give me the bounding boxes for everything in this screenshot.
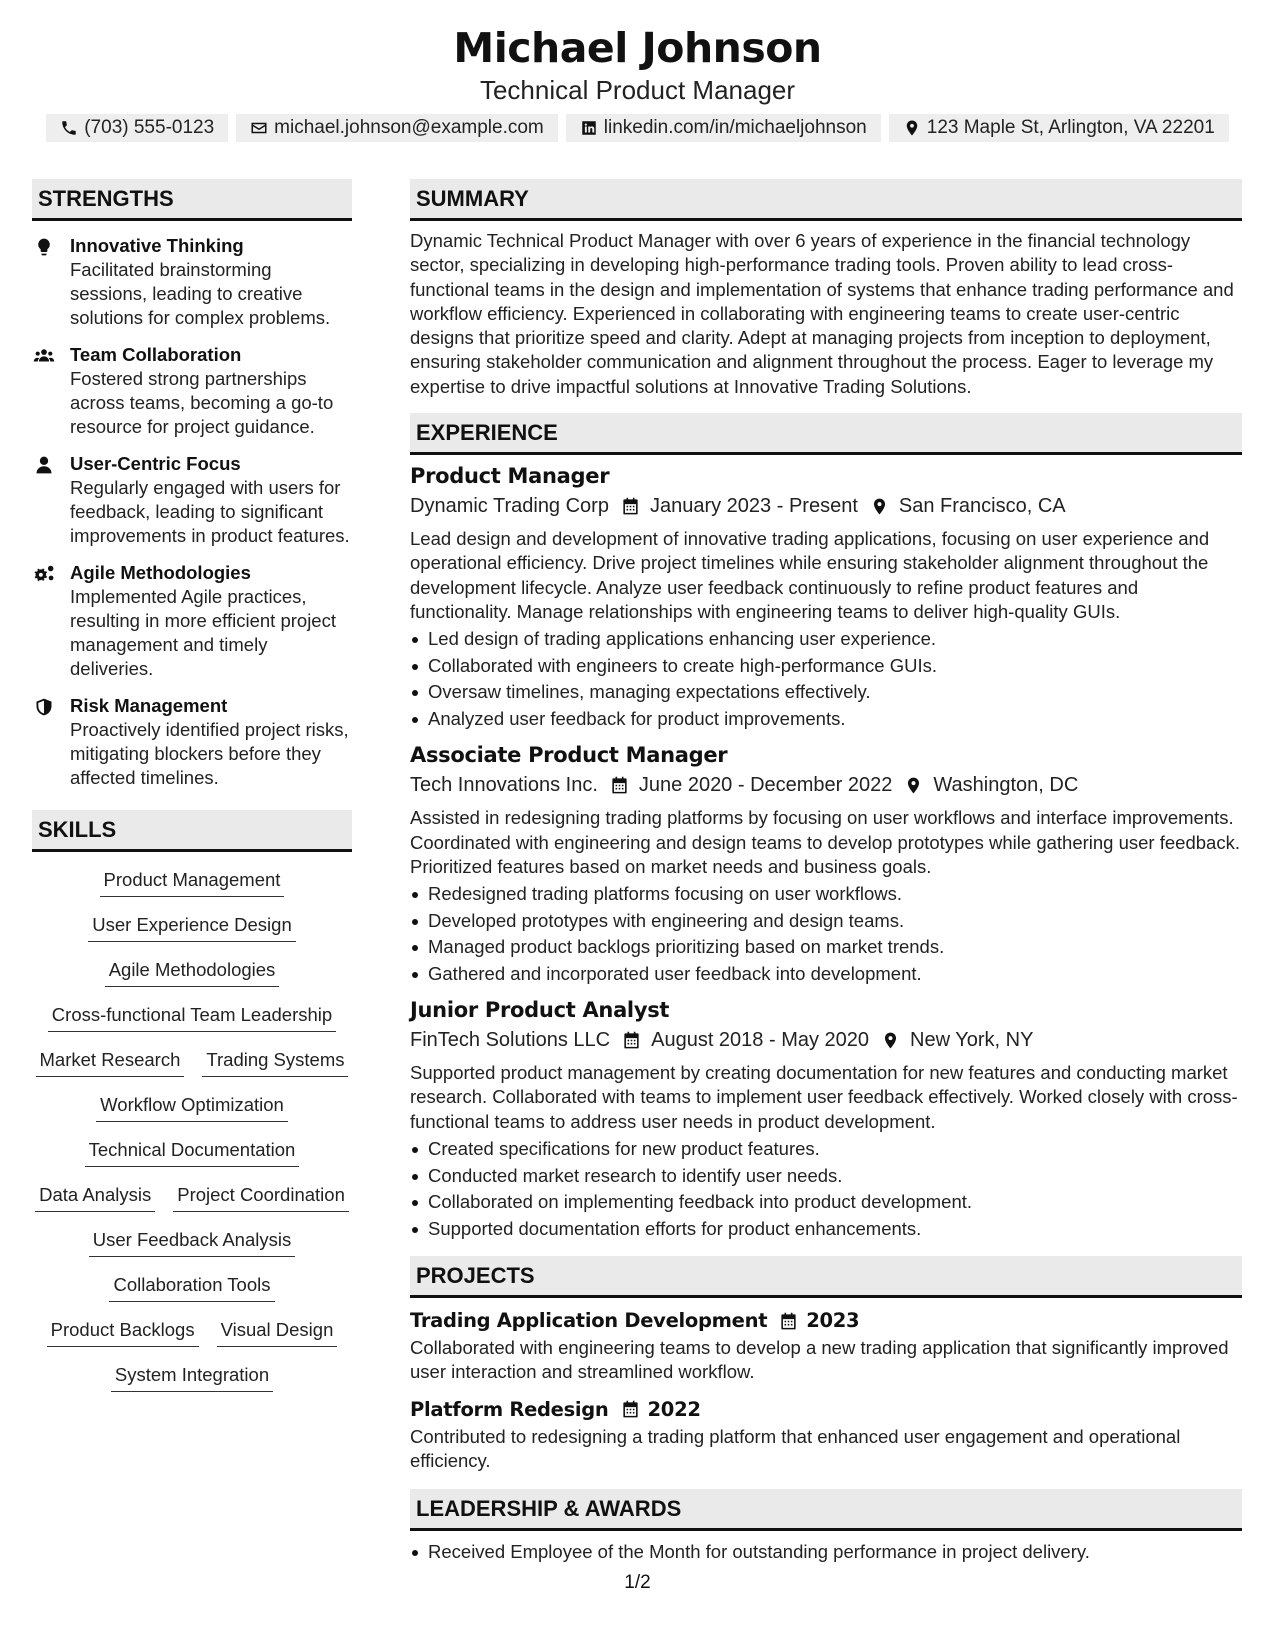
job-title: Junior Product Analyst — [410, 998, 670, 1023]
skill-tag: Market Research — [36, 1046, 185, 1077]
project-header — [410, 1395, 1242, 1425]
skill-tag: System Integration — [111, 1361, 273, 1392]
map-pin-icon — [904, 776, 923, 795]
skill-tag: User Experience Design — [88, 911, 295, 942]
bullet-item: Gathered and incorporated user feedback into development. — [410, 961, 1242, 988]
job-company: Dynamic Trading Corp — [410, 495, 609, 518]
strength-title: User-Centric Focus — [70, 453, 241, 474]
skill-tag: Technical Documentation — [85, 1136, 300, 1167]
contact-address — [889, 114, 1229, 142]
contact-address-text: 123 Maple St, Arlington, VA 22201 — [926, 117, 1215, 138]
map-pin-icon — [881, 1031, 900, 1050]
job-bullets — [410, 881, 1242, 987]
contact-email-text: michael.johnson@example.com — [274, 117, 544, 138]
calendar-icon — [621, 497, 640, 516]
calendar-icon — [779, 1312, 798, 1331]
awards-list — [410, 1539, 1242, 1566]
job-dates: August 2018 - May 2020 — [651, 1029, 870, 1052]
job-meta — [410, 491, 1242, 521]
bullet-item: Analyzed user feedback for product improvements. — [410, 706, 1242, 733]
strength-item — [32, 452, 352, 548]
job-bullets — [410, 1136, 1242, 1242]
contact-email[interactable] — [236, 114, 558, 142]
job-meta — [410, 1025, 1242, 1055]
users-icon — [33, 346, 55, 366]
job-location: Washington, DC — [933, 774, 1079, 797]
strength-title: Innovative Thinking — [70, 235, 244, 256]
job-company: Tech Innovations Inc. — [410, 774, 598, 797]
job-description: Lead design and development of innovative trading applications, focusing on user experience and operational efficiency. Drive project timelines while ensuring stakeholder alignment throughout the development lifecycle. Analyze user feedback continuously to refine product features and functionality. Manage relationships with engineering teams to deliver high-quality GUIs. — [410, 528, 1210, 622]
awards-heading: LEADERSHIP & AWARDS — [410, 1489, 1242, 1531]
experience-heading: EXPERIENCE — [410, 413, 1242, 455]
strength-item — [32, 343, 352, 439]
job-dates: January 2023 - Present — [649, 495, 858, 518]
bullet-item: Supported documentation efforts for product enhancements. — [410, 1216, 1242, 1243]
projects-heading: PROJECTS — [410, 1256, 1242, 1298]
bullet-item: Managed product backlogs prioritizing based on market trends. — [410, 934, 1242, 961]
bullet-item: Developed prototypes with engineering and design teams. — [410, 908, 1242, 935]
project-description: Contributed to redesigning a trading platform that enhanced user engagement and operational efficiency. — [410, 1425, 1181, 1471]
project-year: 2022 — [647, 1397, 701, 1421]
job-company: FinTech Solutions LLC — [410, 1029, 611, 1052]
lightbulb-icon — [33, 237, 55, 257]
skill-tag: Project Coordination — [173, 1181, 349, 1212]
job-description: Supported product management by creating documentation for new features and conducting market research. Collaborated with teams to implement user feedback effectively. Worked closely with cross-functional teams to address user needs in product development. — [410, 1062, 1238, 1132]
left-column — [32, 179, 352, 1406]
linkedin-icon — [580, 119, 598, 137]
strength-desc: Fostered strong partnerships across teams, becoming a go-to resource for project guidance. — [70, 368, 334, 437]
skill-tag: Agile Methodologies — [105, 956, 280, 987]
map-pin-icon — [870, 497, 889, 516]
job-meta — [410, 770, 1242, 800]
skills-heading: SKILLS — [32, 810, 352, 852]
strength-item — [32, 561, 352, 681]
gears-icon — [33, 564, 55, 584]
right-column — [410, 179, 1242, 1566]
calendar-icon — [621, 1400, 640, 1419]
job-title: Product Manager — [410, 464, 610, 489]
candidate-name: Michael Johnson — [453, 24, 822, 72]
bullet-item: Collaborated with engineers to create high-performance GUIs. — [410, 653, 1242, 680]
contact-linkedin[interactable] — [566, 114, 881, 142]
summary-heading: SUMMARY — [410, 179, 1242, 221]
job-dates: June 2020 - December 2022 — [638, 774, 893, 797]
skill-tag: Product Backlogs — [47, 1316, 199, 1347]
strength-desc: Facilitated brainstorming sessions, leading to creative solutions for complex problems. — [70, 259, 331, 328]
strength-title: Agile Methodologies — [70, 562, 251, 583]
strength-desc: Regularly engaged with users for feedback, leading to significant improvements in product features. — [70, 477, 350, 546]
bullet-item: Redesigned trading platforms focusing on user workflows. — [410, 881, 1242, 908]
bullet-item: Received Employee of the Month for outstanding performance in project delivery. — [410, 1539, 1242, 1566]
project-header — [410, 1306, 1242, 1336]
phone-icon — [60, 119, 78, 137]
job-bullets — [410, 626, 1242, 732]
user-icon — [33, 455, 55, 475]
bullet-item: Created specifications for new product features. — [410, 1136, 1242, 1163]
project-entry — [410, 1395, 1242, 1474]
strength-desc: Implemented Agile practices, resulting in more efficient project management and timely deliveries. — [70, 586, 336, 679]
skill-tag: User Feedback Analysis — [89, 1226, 295, 1257]
job-entry — [410, 461, 1242, 732]
job-location: New York, NY — [910, 1029, 1034, 1052]
strength-item — [32, 234, 352, 330]
resume-header — [0, 0, 1275, 142]
candidate-title: Technical Product Manager — [479, 75, 796, 105]
skill-tag: Visual Design — [217, 1316, 338, 1347]
project-description: Collaborated with engineering teams to develop a new trading application that significantly improved user interaction and streamlined workflow. — [410, 1337, 1229, 1383]
job-description: Assisted in redesigning trading platforms by focusing on user workflows and interface improvements. Coordinated with engineering and design teams to develop prototypes while gathering user feedback. Prioritized features based on market needs and business goals. — [410, 807, 1240, 877]
strength-item — [32, 694, 352, 790]
project-title: Platform Redesign — [410, 1397, 609, 1421]
contact-phone-text: (703) 555-0123 — [84, 117, 215, 138]
skill-tag: Collaboration Tools — [109, 1271, 274, 1302]
skill-tag: Cross-functional Team Leadership — [48, 1001, 336, 1032]
project-title: Trading Application Development — [410, 1309, 768, 1333]
page-number: 1/2 — [624, 1572, 651, 1593]
bullet-item: Oversaw timelines, managing expectations effectively. — [410, 679, 1242, 706]
bullet-item: Led design of trading applications enhancing user experience. — [410, 626, 1242, 653]
strength-desc: Proactively identified project risks, mitigating blockers before they affected timelines. — [70, 719, 349, 788]
calendar-icon — [610, 776, 629, 795]
job-entry — [410, 740, 1242, 987]
map-pin-icon — [903, 119, 921, 137]
job-title: Associate Product Manager — [410, 743, 728, 768]
skill-tag: Product Management — [100, 866, 285, 897]
job-location: San Francisco, CA — [898, 495, 1066, 518]
contact-linkedin-text: linkedin.com/in/michaeljohnson — [603, 117, 867, 138]
job-entry — [410, 995, 1242, 1242]
skill-tag: Trading Systems — [202, 1046, 348, 1077]
contact-phone — [46, 114, 228, 142]
bullet-item: Conducted market research to identify user needs. — [410, 1163, 1242, 1190]
skill-tag: Data Analysis — [35, 1181, 155, 1212]
shield-icon — [33, 697, 55, 717]
contact-bar — [0, 114, 1275, 142]
project-year: 2023 — [806, 1309, 860, 1333]
strength-title: Risk Management — [70, 695, 228, 716]
strengths-heading: STRENGTHS — [32, 179, 352, 221]
skills-list — [32, 866, 352, 1406]
skill-tag: Workflow Optimization — [96, 1091, 288, 1122]
strength-title: Team Collaboration — [70, 344, 242, 365]
bullet-item: Collaborated on implementing feedback into product development. — [410, 1189, 1242, 1216]
calendar-icon — [622, 1031, 641, 1050]
summary-text: Dynamic Technical Product Manager with over 6 years of experience in the financial technology sector, specializing in developing high-performance trading tools. Proven ability to lead cross-functional teams in the design and implementation of systems that enhance trading performance and workflow efficiency. Experienced in collaborating with engineering teams to create user-centric designs that prioritize speed and clarity. Adept at managing projects from inception to deployment, ensuring stakeholder communication and alignment throughout the process. Eager to leverage my expertise to drive impactful solutions at Innovative Trading Solutions. — [410, 230, 1234, 397]
envelope-icon — [250, 119, 268, 137]
project-entry — [410, 1306, 1242, 1385]
